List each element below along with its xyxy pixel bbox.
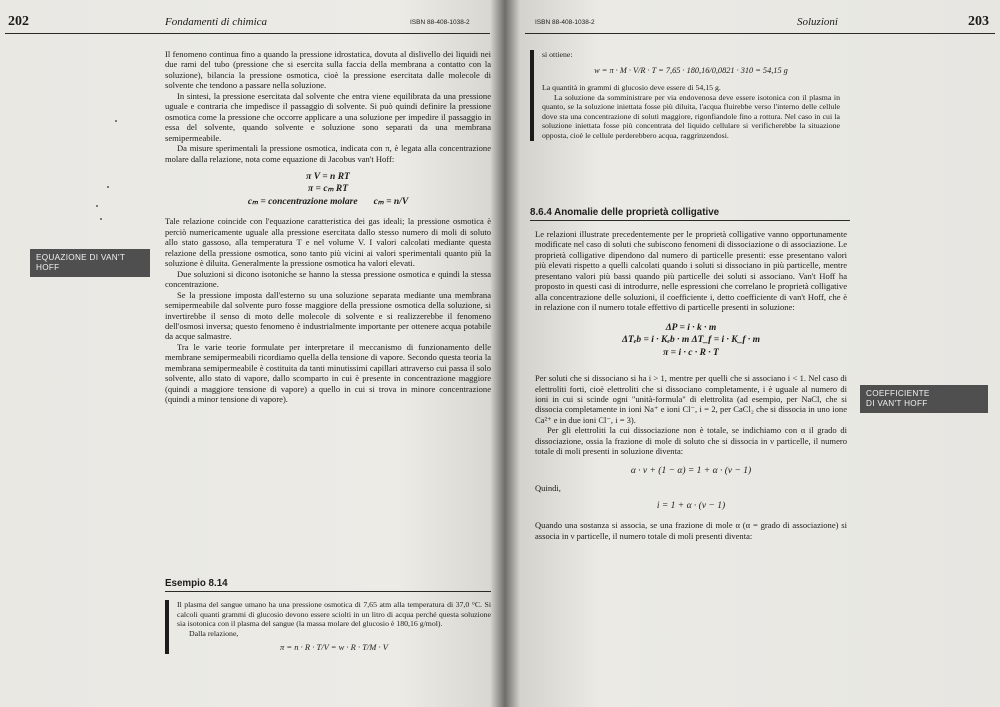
right-page	[515, 0, 1000, 707]
equation: π V = n RT	[306, 171, 350, 182]
page-mark	[96, 205, 98, 207]
example-text: Dalla relazione,	[189, 628, 239, 638]
section-header	[530, 207, 850, 226]
page-number: 203	[968, 14, 989, 29]
equation: α · ν + (1 − α) = 1 + α · (ν − 1)	[630, 465, 752, 476]
margin-tag-vant-hoff: EQUAZIONE DI VAN'T HOFF	[30, 249, 150, 277]
equation: cₘ = n/V	[373, 196, 409, 207]
isbn: ISBN 88-408-1038-2	[535, 19, 595, 26]
paragraph: Quindi,	[535, 483, 561, 494]
page-mark	[107, 186, 109, 188]
equation: ΔP = i · k · m	[665, 322, 717, 333]
paragraph: Per soluti che si dissociano si ha i > 1, mentre per quelli che si associano i < 1. Nel caso di elettroliti forti, cioè elettroliti che si dissociano completamente, i è uguale al numero di ioni in cui si scinde ogni "unità-formula" di elettrolita (ad esempio, per NaCl, che si dissocia completamente in ioni Na⁺ e ioni Cl⁻, i = 2, per CaCl₂ che si dissocia in uno ione Ca²⁺ e in due ioni Cl⁻, i = 3).	[535, 373, 847, 425]
example-box	[165, 600, 491, 654]
example-text: La quantità in grammi di glucosio deve essere di 54,15 g.	[542, 83, 721, 93]
paragraph: Per gli elettroliti la cui dissociazione non è totale, se indichiamo con α il grado di dissociazione, ossia la frazione di mole di soluto che si dissocia in ν particelle, il numero totale di moli presenti in soluzione diventa:	[535, 425, 847, 457]
paragraph: Se la pressione imposta dall'esterno su una soluzione separata mediante una membrana semipermeabile dal solvente puro fosse maggiore della pressione osmotica della soluzione, si invertirebbe il senso di moto delle molecole di solvente e si realizzerebbe il fenomeno dell'osmosi inversa; questo fenomeno è industrialmente importante per ottenere acqua potabile da acque salmastre.	[165, 289, 491, 342]
equation: i = 1 + α · (ν − 1)	[656, 500, 726, 511]
equation: cₘ = concentrazione molare	[247, 196, 358, 207]
margin-tag-line: COEFFICIENTE	[866, 389, 930, 398]
margin-tag-coefficiente	[860, 385, 988, 413]
example-rule	[165, 591, 491, 592]
paragraph: Tale relazione coincide con l'equazione caratteristica dei gas ideali; la pressione osmotica è perciò numericamente uguale alla pressione esercitata dallo stesso numero di moli di soluto allo stato gassoso, alla temperatura T e nel volume V. I valori calcolati mediante questa relazione della pressione osmotica, sono tanto più vicini ai valori sperimentali quanto più la soluzione è diluita. Generalmente la pressione osmotica ha valori elevati.	[165, 216, 491, 269]
paragraph: Le relazioni illustrate precedentemente per le proprietà colligative vanno opportunamente modificate nel caso di soluti che subiscono fenomeni di dissociazione o di associazione. Le proprietà colligative dipendono dal numero di particelle presenti: esse presentano valori più elevati rispetto a quelli calcolati quando i soluti si dissociano in più particelle, mentre presentano valori più bassi quando più particelle dei soluti si associano. Van't Hoff ha proposto in questi casi di introdurre, nelle espressioni che correlano le proprietà colligative alla concentrazione delle soluzioni, il coefficiente i, detto coefficiente di van't Hoff, che è in relazione con il numero totale effettivo di particelle presenti in soluzione:	[535, 229, 847, 313]
paragraph: Due soluzioni si dicono isotoniche se hanno la stessa pressione osmotica e quindi la stessa concentrazione.	[165, 268, 491, 290]
paragraph: Il fenomeno continua fino a quando la pressione idrostatica, dovuta al dislivello dei liquidi nei due rami del tubo (pressione che si esercita sulla faccia della membrana a contatto con la soluzione), bilancia la pressione osmotica, cioè la pressione esercitata dalle molecole di solvente che tendono a passare nella soluzione.	[165, 49, 491, 91]
example-equation: π = n · R · T/V = w · R · T/M · V	[280, 642, 388, 653]
isbn: ISBN 88-408-1038-2	[410, 19, 470, 26]
section-title: 8.6.4 Anomalie delle proprietà colligative	[530, 207, 720, 218]
running-head: Soluzioni	[797, 16, 838, 28]
margin-tag-line: DI VAN'T HOFF	[866, 399, 928, 408]
example-box-continued	[530, 50, 840, 141]
page-mark	[115, 120, 117, 122]
page-mark	[100, 218, 102, 220]
equation: π = cₘ RT	[308, 184, 348, 195]
example-text: si ottiene:	[542, 50, 573, 59]
example-equation: w = π · M · V/R · T = 7,65 · 180,16/0,0821 · 310 = 54,15 g	[594, 65, 788, 75]
example-header	[165, 578, 491, 597]
equation: ΔTₑb = i · Kₑb · m ΔT_f = i · K_f · m	[621, 335, 761, 346]
example-text: Il plasma del sangue umano ha una pressione osmotica di 7,65 atm alla temperatura di 37,0 °C. Si calcoli quanti grammi di glucosio devono essere sciolti in un litro di acqua perché questa soluzione sia isotonica con il plasma del sangue (la massa molare del glucosio è 180,16 g/mol).	[177, 600, 491, 629]
page-number: 202	[8, 14, 29, 29]
paragraph: Quando una sostanza si associa, se una frazione di mole α (α = grado di associazione) si associa in ν particelle, il numero totale di moli presenti diventa:	[535, 520, 847, 541]
equation-row	[165, 196, 491, 209]
left-body-text	[165, 49, 491, 405]
right-body-text	[535, 229, 847, 541]
example-title: Esempio 8.14	[165, 578, 228, 589]
header-rule	[525, 33, 995, 34]
paragraph: Tra le varie teorie formulate per interpretare il meccanismo di funzionamento delle membrane semipermeabili ricordiamo quella della tensione di vapore. Secondo questa teoria la membrana semipermeabile è costituita da tanti minutissimi capillari attraverso cui passa il solo solvente, allo stato di vapore, dallo scomparto in cui è presente in concentrazione maggiore (quindi a maggiore tensione di vapore) a quello in cui si trova in minore concentrazione (quindi a minor tensione di vapore).	[165, 341, 491, 405]
running-head: Fondamenti di chimica	[165, 16, 268, 28]
section-rule	[530, 220, 850, 221]
paragraph: Da misure sperimentali la pressione osmotica, indicata con π, è legata alla concentrazione molare dalla relazione, nota come equazione di Jacobus van't Hoff:	[165, 143, 491, 164]
header-rule	[5, 33, 490, 34]
equation: π = i · c · R · T	[663, 347, 719, 358]
example-text: La soluzione da somministrare per via endovenosa deve essere isotonica con il plasma in quanto, se la soluzione iniettata fosse più diluita, l'acqua fluirebbe verso l'interno delle cellule dove sta una concentrazione di soluti maggiore, rigonfiandole fino a rottura. Nel caso in cui la soluzione iniettata fosse più concentrata del liquido cellulare si verificherebbe la situazione opposta, cioè le cellule perderebbero acqua, raggrinzendosi.	[542, 92, 840, 141]
paragraph: In sintesi, la pressione esercitata dal solvente che entra viene equilibrata da una pressione uguale e contraria che impedisce il passaggio di solvente. Si può quindi definire la pressione osmotica come la pressione che occorre applicare a una soluzione per impedire il passaggio in essa del solvente, quando solvente e soluzione sono separati da una membrana semipermeabile.	[165, 90, 491, 143]
